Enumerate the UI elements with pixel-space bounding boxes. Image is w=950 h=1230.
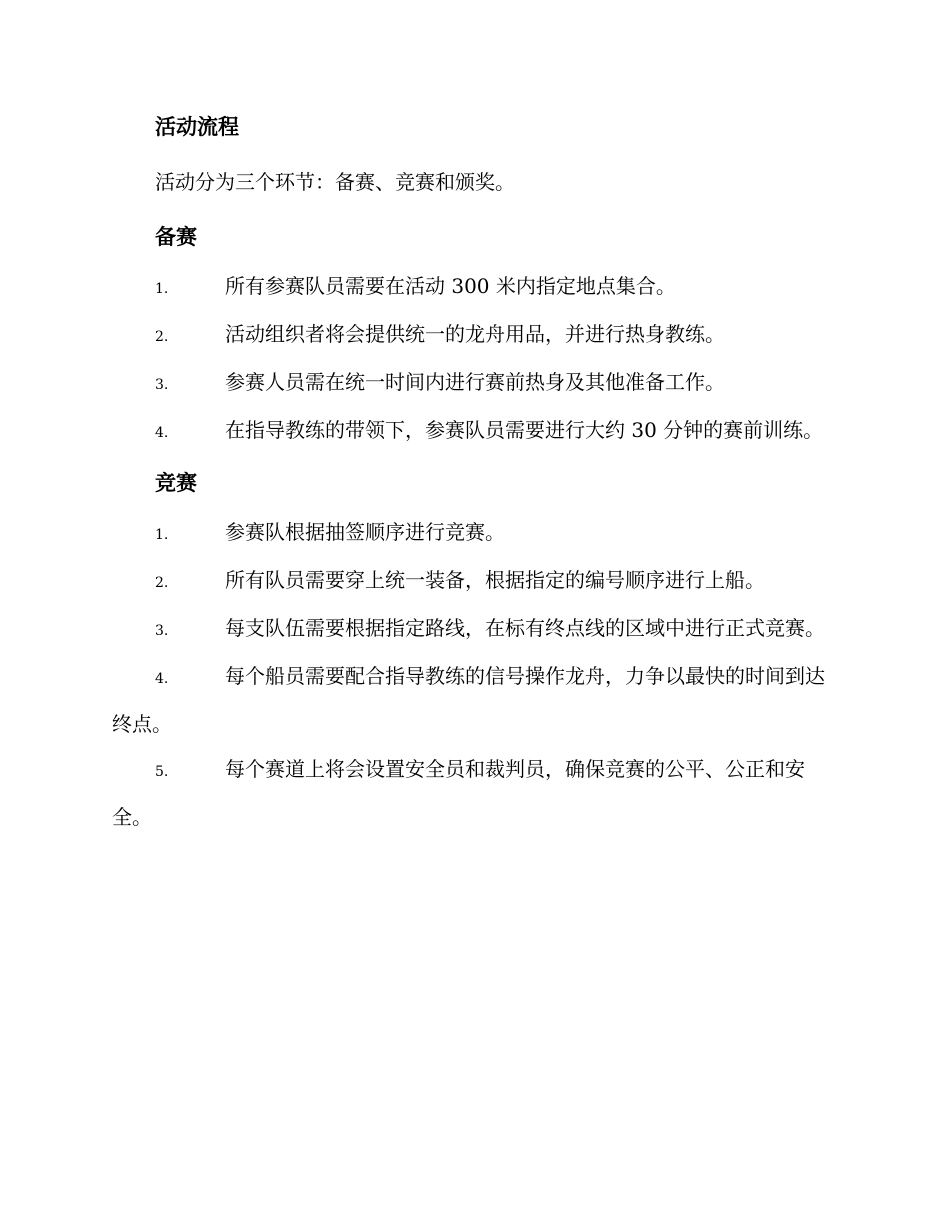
- list-text: 在指导教练的带领下，参赛队员需要进行大约 30 分钟的赛前训练。: [225, 418, 824, 442]
- prep-heading: 备赛: [155, 224, 197, 249]
- list-item: [112, 747, 834, 840]
- race-heading: 竞赛: [155, 470, 197, 495]
- section-title: 活动流程: [155, 114, 239, 139]
- list-number: 2.: [155, 329, 169, 345]
- list-item: [112, 558, 834, 606]
- list-text: 活动组织者将会提供统一的龙舟用品，并进行热身教练。: [225, 322, 725, 346]
- intro-paragraph: 活动分为三个环节：备赛、竞赛和颁奖。: [155, 170, 515, 194]
- spacer: [112, 500, 834, 510]
- spacer: [112, 456, 834, 466]
- list-number: 2.: [155, 575, 169, 591]
- list-number: 3.: [155, 623, 169, 639]
- list-item: [112, 606, 834, 654]
- list-number: 1.: [155, 281, 169, 297]
- list-number: 1.: [155, 527, 169, 543]
- list-text: 所有参赛队员需要在活动 300 米内指定地点集合。: [225, 274, 676, 298]
- list-number: 3.: [155, 377, 169, 393]
- prep-list: [112, 264, 834, 456]
- spacer: [112, 199, 834, 220]
- list-item: [112, 408, 834, 456]
- list-text: 参赛队根据抽签顺序进行竞赛。: [225, 520, 505, 544]
- list-item: [112, 654, 834, 747]
- spacer: [112, 254, 834, 264]
- list-number: 4.: [155, 671, 169, 687]
- list-text: 每个赛道上将会设置安全员和裁判员，确保竞赛的公平、公正和安全。: [112, 757, 805, 829]
- list-text: 每个船员需要配合指导教练的信号操作龙舟，力争以最快的时间到达终点。: [112, 664, 825, 736]
- list-item: [112, 264, 834, 312]
- document-content: [112, 110, 834, 840]
- race-list: [112, 510, 834, 840]
- list-item: [112, 510, 834, 558]
- list-text: 每支队伍需要根据指定路线，在标有终点线的区域中进行正式竞赛。: [225, 616, 825, 640]
- list-item: [112, 312, 834, 360]
- list-text: 所有队员需要穿上统一装备，根据指定的编号顺序进行上船。: [225, 568, 765, 592]
- list-number: 4.: [155, 425, 169, 441]
- spacer: [112, 144, 834, 165]
- list-text: 参赛人员需在统一时间内进行赛前热身及其他准备工作。: [225, 370, 725, 394]
- list-number: 5.: [155, 764, 169, 780]
- list-item: [112, 360, 834, 408]
